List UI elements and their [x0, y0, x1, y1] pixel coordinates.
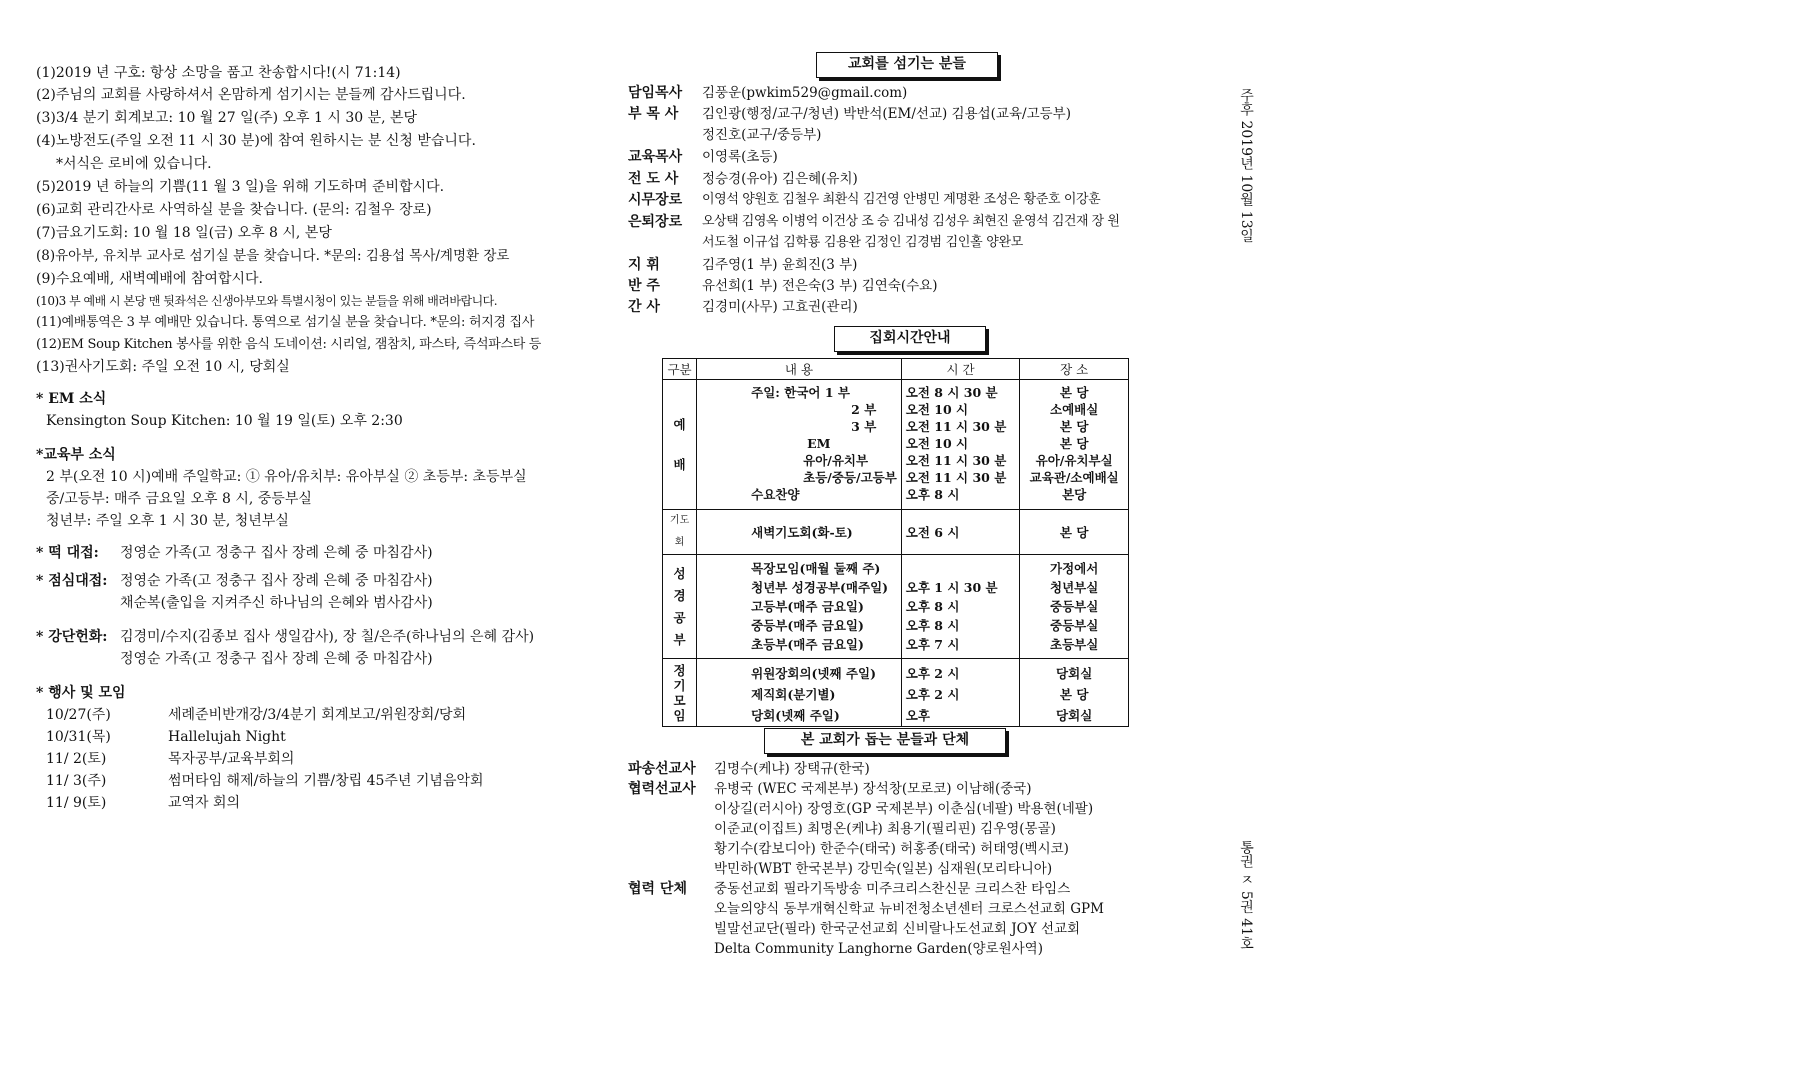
content-line: 청년부 성경공부(매주일)	[751, 580, 889, 595]
place-line: 당회실	[1056, 708, 1093, 723]
role-label: 협력 단체	[628, 881, 687, 897]
bible-time	[901, 555, 1020, 659]
event-desc: 세례준비반개강/3/4분기 회계보고/위원장회/당회	[168, 707, 467, 723]
content-line: 당회(넷째 주일)	[751, 708, 840, 723]
content-line: 위원장회의(넷째 주일)	[751, 666, 876, 681]
announcement-item: (8)유아부, 유치부 교사로 섬기실 분을 찾습니다. *문의: 김용섭 목사/계명환 장로	[36, 248, 510, 264]
group-char: 공	[673, 609, 686, 625]
bible-place	[1020, 555, 1129, 659]
announcement-item: (6)교회 관리간사로 사역하실 분을 찾습니다. (문의: 김철우 장로)	[36, 202, 432, 218]
announcement-item: (1)2019 년 구호: 항상 소망을 품고 찬송합시다!(시 71:14)	[36, 65, 401, 81]
announcement-item: (13)권사기도회: 주일 오전 10 시, 당회실	[36, 359, 290, 375]
prayer-time	[901, 510, 1020, 555]
role-value: 이영록(초등)	[702, 149, 778, 165]
announcement-item: (9)수요예배, 새벽예배에 참여합시다.	[36, 271, 263, 287]
prayer-group: 기도회	[663, 510, 697, 555]
schedule-table	[662, 358, 1129, 727]
group-char: 배	[673, 456, 686, 472]
event-date: 10/31(목)	[46, 729, 111, 745]
time-line: 오후 7 시	[905, 637, 960, 652]
role-value: 이영석 양원호 김철우 최환식 김건영 안병민 계명환 조성은 황준호 이강훈	[702, 192, 1101, 207]
group-char: 성	[673, 565, 686, 581]
place-line: 유아/유치부실	[1035, 453, 1113, 468]
content-line: 유아/유치부	[803, 453, 869, 468]
worship-time	[901, 380, 1020, 510]
role-label: 간 사	[628, 299, 660, 315]
time-line: 오후 8 시	[905, 618, 960, 633]
time-line: 오전 6 시	[905, 524, 960, 540]
place-line: 소예배실	[1050, 402, 1099, 417]
em-news-line: Kensington Soup Kitchen: 10 월 19 일(토) 오후 2:30	[46, 413, 403, 429]
edu-news-heading: *교육부 소식	[36, 447, 116, 463]
time-line: 오후	[905, 708, 930, 723]
time-line: 오후 1 시 30 분	[905, 580, 998, 595]
schedule-header-row	[663, 359, 1129, 380]
event-date: 11/ 3(주)	[46, 773, 107, 789]
meetings-place	[1020, 659, 1129, 727]
announcement-item: (4)노방전도(주일 오전 11 시 30 분)에 참여 원하시는 분 신청 받습니다.	[36, 133, 476, 149]
role-value: 빌말선교단(필라) 한국군선교회 신비랄나도선교회 JOY 선교회	[714, 921, 1081, 937]
issue-date: 주후 2019년 10월 13일	[1238, 88, 1254, 243]
role-value: 서도철 이규섭 김학룡 김용완 김정인 김경범 김인홀 양완모	[702, 235, 1024, 250]
group-char: 임	[673, 707, 686, 723]
worship-place	[1020, 380, 1129, 510]
place-line: 교육관/소예배실	[1029, 470, 1119, 485]
role-label: 시무장로	[628, 192, 683, 208]
lunch-label: * 점심대접:	[36, 573, 108, 589]
rice-cake-label: * 떡 대접:	[36, 545, 99, 561]
role-value: 정진호(교구/중등부)	[702, 127, 822, 143]
content-line: 초등부(매주 금요일)	[751, 637, 864, 652]
role-value: 이상길(러시아) 장영호(GP 국제본부) 이춘심(네팔) 박용현(네팔)	[714, 801, 1094, 817]
role-label: 지 휘	[628, 257, 660, 273]
meetings-time	[901, 659, 1020, 727]
header-category: 구분	[663, 359, 697, 380]
event-desc: 썸머타임 해제/하늘의 기쁨/창립 45주년 기념음악회	[168, 773, 484, 789]
time-line: 오후 8 시	[905, 599, 960, 614]
announcement-item: (12)EM Soup Kitchen 봉사를 위한 음식 도네이션: 시리얼, 잼참치, 파스타, 즉석파스타 등	[36, 337, 542, 352]
content-line: 3 부	[851, 419, 877, 434]
bible-content	[697, 555, 902, 659]
time-line: 오전 11 시 30 분	[905, 453, 1007, 468]
place-line: 본 당	[1059, 385, 1089, 400]
role-value: 유선희(1 부) 전은숙(3 부) 김연숙(수요)	[702, 278, 938, 294]
event-date: 11/ 2(토)	[46, 751, 107, 767]
role-value: 유병국 (WEC 국제본부) 장석창(모로코) 이남해(중국)	[714, 781, 1032, 797]
role-value: 박민하(WBT 한국본부) 강민숙(일본) 심재원(모리타니아)	[714, 861, 1053, 877]
place-line: 당회실	[1056, 666, 1093, 681]
role-value: 황기수(캄보디아) 한준수(태국) 허홍종(태국) 허태영(벡시코)	[714, 841, 1069, 857]
header-time: 시 간	[901, 359, 1020, 380]
content-line: 수요찬양	[751, 487, 800, 502]
announcement-item: (7)금요기도회: 10 월 18 일(금) 오후 8 시, 본당	[36, 225, 332, 241]
group-char: 부	[673, 631, 686, 647]
group-char: 경	[673, 587, 686, 603]
edu-news-line: 2 부(오전 10 시)예배 주일학교: ① 유아/유치부: 유아부실 ② 초등부: 초등부실	[46, 469, 527, 485]
time-line: 오전 8 시 30 분	[905, 385, 998, 400]
place-line: 본 당	[1059, 687, 1089, 702]
group-char: 정	[673, 662, 686, 678]
role-value: 정승경(유아) 김은혜(유치)	[702, 171, 858, 187]
role-value: 이준교(이집트) 최명온(케냐) 최용기(필리핀) 김우영(몽골)	[714, 821, 1056, 837]
flowers-label: * 강단헌화:	[36, 629, 108, 645]
place-line: 본 당	[1059, 436, 1089, 451]
lunch-line: 정영순 가족(고 정충구 집사 장례 은혜 중 마침감사)	[120, 573, 433, 589]
issue-number: 통권 ㅈ 5권 41호	[1238, 840, 1254, 951]
announcement-item: (2)주님의 교회를 사랑하셔서 온맘하게 섬기시는 분들께 감사드립니다.	[36, 87, 466, 103]
content-line: EM	[807, 436, 831, 451]
role-value: 김경미(사무) 고효권(관리)	[702, 299, 858, 315]
time-line: 오전 11 시 30 분	[905, 470, 1007, 485]
content-line: 목장모임(매월 둘째 주)	[751, 561, 881, 576]
events-heading: * 행사 및 모임	[36, 685, 126, 701]
role-label: 담임목사	[628, 85, 683, 101]
role-value: 오상택 김영옥 이병억 이건상 조 승 김내성 김성우 최현진 윤영석 김건재 장 원	[702, 214, 1120, 229]
content-line: 고등부(매주 금요일)	[751, 599, 864, 614]
content-line: 새벽기도회(화-토)	[751, 524, 853, 540]
role-label: 전 도 사	[628, 171, 679, 187]
worship-content	[697, 380, 902, 510]
prayer-row	[663, 510, 1129, 555]
event-desc: 교역자 회의	[168, 795, 241, 811]
role-value: 중동선교회 필라기독방송 미주크리스찬신문 크리스찬 타임스	[714, 881, 1071, 897]
announcement-note: *서식은 로비에 있습니다.	[56, 156, 212, 172]
group-char: 기	[673, 677, 686, 693]
header-content: 내 용	[697, 359, 902, 380]
role-label: 파송선교사	[628, 761, 696, 777]
event-date: 11/ 9(토)	[46, 795, 107, 811]
role-label: 반 주	[628, 278, 660, 294]
announcement-item: (10)3 부 예배 시 본당 맨 뒷좌석은 신생아부모와 특별시청이 있는 분들을 위해 배려바랍니다.	[36, 294, 498, 308]
group-char: 예	[673, 416, 686, 432]
role-value: 오늘의양식 동부개혁신학교 뉴비전청소년센터 크로스선교회 GPM	[714, 901, 1104, 917]
place-line: 가정에서	[1050, 561, 1099, 576]
role-label: 은퇴장로	[628, 214, 683, 230]
time-line: 오후 8 시	[905, 487, 960, 502]
role-value: Delta Community Langhorne Garden(양로원사역)	[714, 941, 1043, 957]
schedule-title: 집회시간안내	[834, 326, 986, 352]
prayer-place	[1020, 510, 1129, 555]
role-label: 협력선교사	[628, 781, 696, 797]
place-line: 본 당	[1059, 419, 1089, 434]
announcement-item: (3)3/4 분기 회계보고: 10 월 27 일(주) 오후 1 시 30 분, 본당	[36, 110, 418, 126]
meetings-group	[663, 659, 697, 727]
meetings-row	[663, 659, 1129, 727]
time-line: 오전 10 시	[905, 402, 969, 417]
role-value: 김명수(케냐) 장택규(한국)	[714, 761, 870, 777]
bible-row	[663, 555, 1129, 659]
announcement-item: (5)2019 년 하늘의 기쁨(11 월 3 일)을 위해 기도하며 준비합시다.	[36, 179, 445, 195]
header-place: 장 소	[1020, 359, 1129, 380]
place-line: 청년부실	[1050, 580, 1099, 595]
event-date: 10/27(주)	[46, 707, 111, 723]
content-line: 초등/중등/고등부	[803, 470, 897, 485]
flowers-line: 정영순 가족(고 정충구 집사 장례 은혜 중 마침감사)	[120, 651, 433, 667]
content-line: 중등부(매주 금요일)	[751, 618, 864, 633]
content-line: 주일: 한국어 1 부	[751, 385, 850, 400]
supported-title: 본 교회가 돕는 분들과 단체	[764, 728, 1006, 754]
meetings-content	[697, 659, 902, 727]
worship-row	[663, 380, 1129, 510]
place-line: 초등부실	[1050, 637, 1099, 652]
bible-group	[663, 555, 697, 659]
time-line: 오전 10 시	[905, 436, 969, 451]
edu-news-line: 청년부: 주일 오후 1 시 30 분, 청년부실	[46, 513, 289, 529]
lunch-line: 채순복(출입을 지켜주신 하나님의 은혜와 범사감사)	[120, 595, 433, 611]
announcement-item: (11)예배통역은 3 부 예배만 있습니다. 통역으로 섬기실 분을 찾습니다. *문의: 허지경 집사	[36, 315, 535, 330]
place-line: 중등부실	[1050, 618, 1099, 633]
content-line: 제직회(분기별)	[751, 687, 836, 702]
rice-cake-text: 정영순 가족(고 정충구 집사 장례 은혜 중 마침감사)	[120, 545, 433, 561]
place-line: 본 당	[1059, 524, 1089, 540]
flowers-line: 김경미/수지(김종보 집사 생일감사), 장 칠/은주(하나님의 은혜 감사)	[120, 629, 535, 645]
role-label: 교육목사	[628, 149, 683, 165]
event-desc: Hallelujah Night	[168, 729, 286, 745]
em-news-heading: * EM 소식	[36, 391, 107, 407]
time-line: 오전 11 시 30 분	[905, 419, 1007, 434]
worship-group	[663, 380, 697, 510]
servants-title: 교회를 섬기는 분들	[816, 52, 998, 78]
place-line: 중등부실	[1050, 599, 1099, 614]
edu-news-line: 중/고등부: 매주 금요일 오후 8 시, 중등부실	[46, 491, 312, 507]
content-line: 2 부	[851, 402, 877, 417]
place-line: 본당	[1062, 487, 1087, 502]
role-label: 부 목 사	[628, 106, 679, 122]
prayer-content	[697, 510, 902, 555]
time-line: 오후 2 시	[905, 666, 960, 681]
time-line: 오후 2 시	[905, 687, 960, 702]
role-value: 김주영(1 부) 윤희진(3 부)	[702, 257, 858, 273]
role-value: 김인광(행정/교구/청년) 박반석(EM/선교) 김용섭(교육/고등부)	[702, 106, 1071, 122]
role-value: 김풍운(pwkim529@gmail.com)	[702, 85, 908, 101]
time-line	[906, 559, 1016, 578]
group-char: 모	[673, 692, 686, 708]
event-desc: 목자공부/교육부회의	[168, 751, 295, 767]
